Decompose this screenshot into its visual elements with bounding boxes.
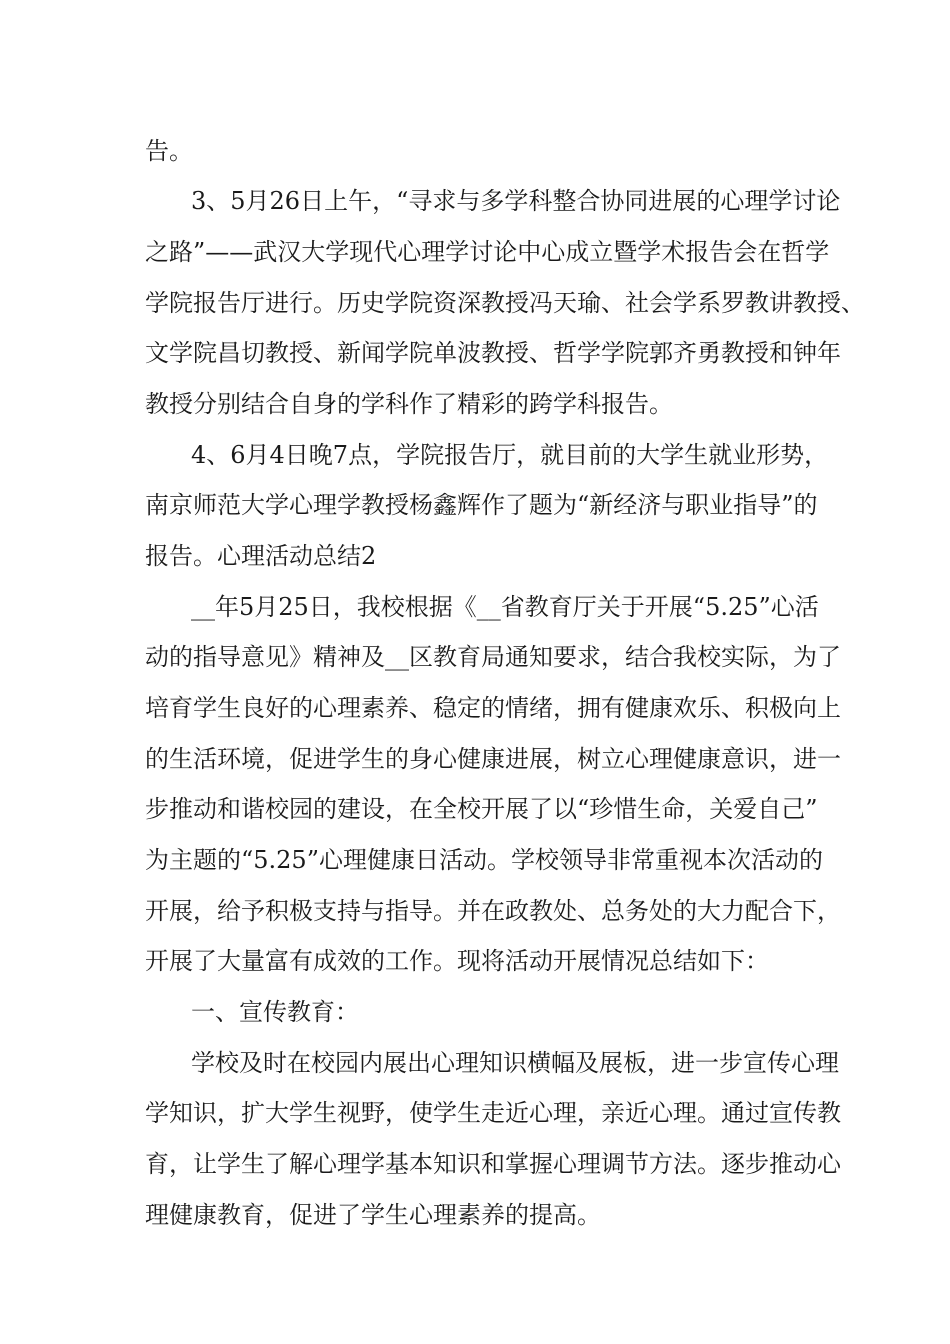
- text-line-19: 学校及时在校园内展出心理知识横幅及展板，进一步宣传心理: [191, 1049, 839, 1077]
- text-line-9: 报告。心理活动总结2: [145, 542, 377, 570]
- text-line-6: 教授分别结合自身的学科作了精彩的跨学科报告。: [145, 390, 673, 418]
- text-line-8: 南京师范大学心理学教授杨鑫辉作了题为“新经济与职业指导”的: [145, 491, 818, 519]
- text-line-3: 之路”——武汉大学现代心理学讨论中心成立暨学术报告会在哲学: [145, 238, 830, 266]
- text-line-14: 步推动和谐校园的建设，在全校开展了以“珍惜生命，关爱自己”: [145, 795, 818, 823]
- text-line-20: 学知识，扩大学生视野，使学生走近心理，亲近心理。通过宣传教: [145, 1099, 841, 1127]
- text-line-1: 告。: [145, 137, 193, 165]
- text-line-22: 理健康教育，促进了学生心理素养的提高。: [145, 1201, 601, 1229]
- text-line-11: 动的指导意见》精神及__区教育局通知要求，结合我校实际，为了: [145, 643, 841, 671]
- text-line-16: 开展，给予积极支持与指导。并在政教处、总务处的大力配合下，: [145, 897, 841, 925]
- text-line-2: 3、5月26日上午，“寻求与多学科整合协同进展的心理学讨论: [191, 187, 841, 215]
- text-line-10: __年5月25日，我校根据《__省教育厅关于开展“5.25”心活: [191, 593, 819, 621]
- text-line-7: 4、6月4日晚7点，学院报告厅，就目前的大学生就业形势，: [191, 441, 829, 469]
- text-line-5: 文学院昌切教授、新闻学院单波教授、哲学学院郭齐勇教授和钟年: [145, 339, 841, 367]
- text-line-15: 为主题的“5.25”心理健康日活动。学校领导非常重视本次活动的: [145, 846, 823, 874]
- text-line-4: 学院报告厅进行。历史学院资深教授冯天瑜、社会学系罗教讲教授、: [145, 289, 865, 317]
- section-heading: 一、宣传教育：: [191, 998, 359, 1026]
- text-line-21: 育，让学生了解心理学基本知识和掌握心理调节方法。逐步推动心: [145, 1150, 841, 1178]
- text-line-13: 的生活环境，促进学生的身心健康进展，树立心理健康意识，进一: [145, 745, 841, 773]
- text-line-17: 开展了大量富有成效的工作。现将活动开展情况总结如下：: [145, 947, 769, 975]
- text-line-12: 培育学生良好的心理素养、稳定的情绪，拥有健康欢乐、积极向上: [145, 694, 841, 722]
